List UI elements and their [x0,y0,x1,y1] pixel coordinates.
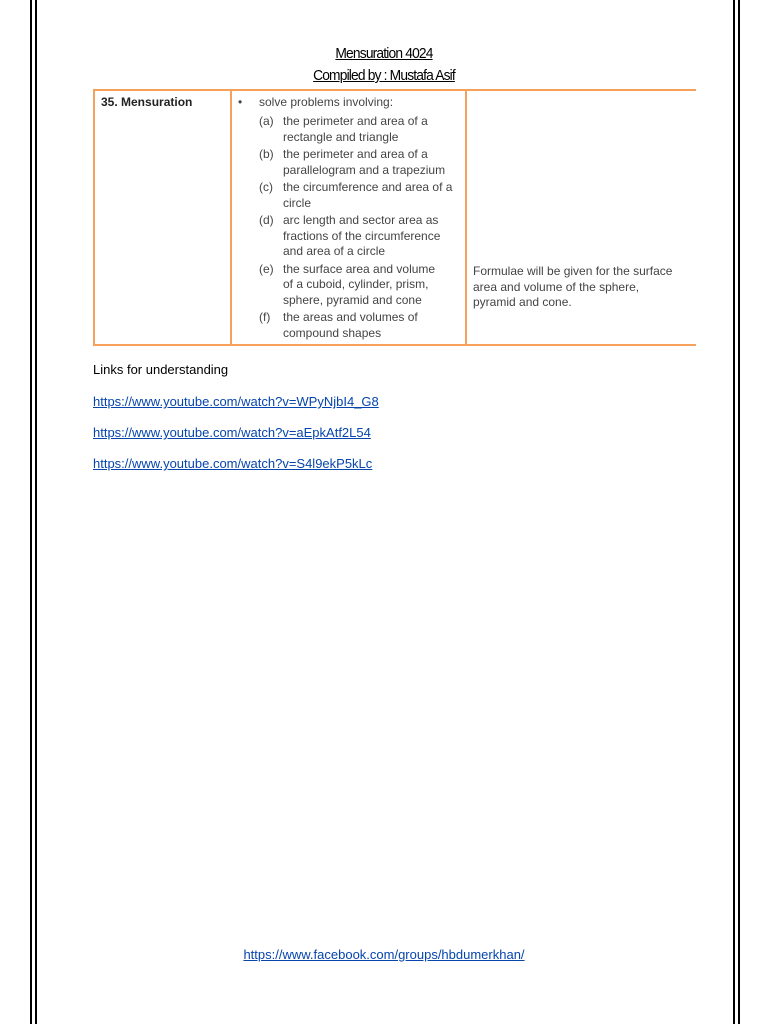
objective-item [235,114,463,145]
objective-text [283,213,440,260]
bullet-text: solve problems involving: [259,95,394,109]
objective-text [283,180,452,211]
objective-text-line: parallelogram and a trapezium [283,162,446,177]
objective-text-line: the perimeter and area of a [283,147,428,161]
objective-text-line: rectangle and triangle [283,129,399,144]
note-line: area and volume of the sphere, [473,279,640,294]
objective-text-line: circle [283,195,312,210]
objective-text-line: the areas and volumes of [283,310,418,324]
objective-text-line: fractions of the circumference [283,228,441,243]
objective-item [235,262,463,309]
bullet-icon: • [238,95,243,109]
page-title: Mensuration 4024 [335,45,433,62]
objective-text-line: arc length and sector area as [283,213,439,227]
note-line: pyramid and cone. [473,295,572,309]
objective-label: (c) [259,180,273,194]
page-border-left-outer [30,0,32,1024]
objective-text [283,262,435,309]
bullet-row [235,95,463,112]
youtube-link-1[interactable]: https://www.youtube.com/watch?v=WPyNjbI4_G8 [93,394,379,409]
topic-cell: 35. Mensuration [101,95,193,109]
objective-label: (e) [259,261,274,276]
syllabus-table [93,89,696,346]
objective-item [235,147,463,178]
page-border-right-inner [733,0,735,1024]
page-subtitle: Compiled by : Mustafa Asif [313,67,455,84]
objective-text-line: the circumference and area of a [283,180,453,194]
objective-text-line: and area of a circle [283,244,386,258]
facebook-group-link[interactable]: https://www.facebook.com/groups/hbdumerkhan/ [243,947,525,962]
objective-text [283,114,428,145]
objective-text-line: sphere, pyramid and cone [283,292,422,307]
table-divider [465,91,467,344]
note-line: Formulae will be given for the surface [473,264,673,278]
objective-text-line: of a cuboid, cylinder, prism, [283,277,429,291]
objective-label: (b) [259,147,274,161]
objective-label: (f) [259,310,271,324]
objective-item [235,310,463,341]
objective-text-line: the surface area and volume [283,261,436,276]
objective-label: (a) [259,114,274,128]
objective-text-line: compound shapes [283,325,382,340]
objective-text [283,310,418,341]
objective-item [235,213,463,260]
content-cell [235,95,463,341]
links-heading: Links for understanding [93,362,229,377]
note-cell [473,264,693,311]
page-border-right-outer [738,0,740,1024]
objective-label: (d) [259,213,274,227]
page-border-left-inner [35,0,37,1024]
objective-item [235,180,463,211]
objective-text [283,147,445,178]
objective-list [235,114,463,341]
youtube-link-3[interactable]: https://www.youtube.com/watch?v=S4l9ekP5kLc [93,456,373,471]
table-divider [230,91,232,344]
objective-text-line: the perimeter and area of a [283,114,428,128]
youtube-link-2[interactable]: https://www.youtube.com/watch?v=aEpkAtf2L54 [93,425,371,440]
